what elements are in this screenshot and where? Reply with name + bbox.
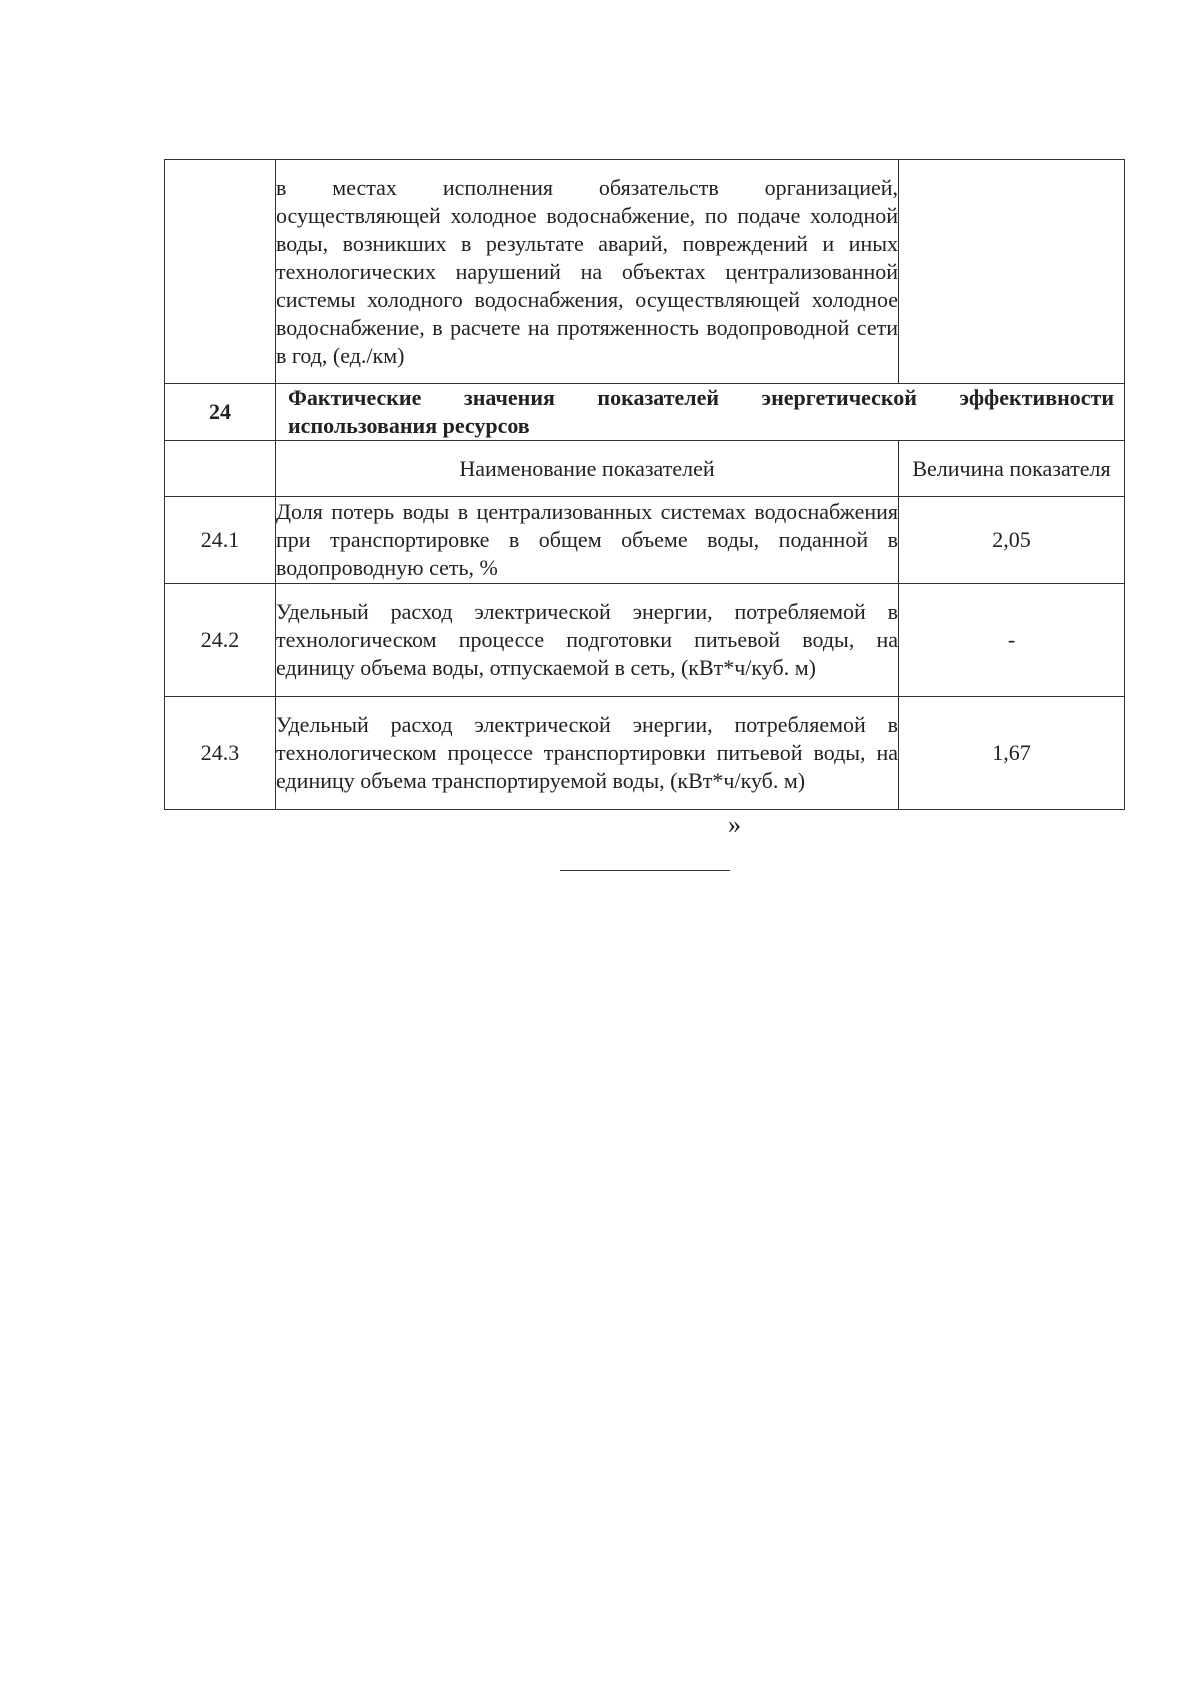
row-text: в местах исполнения обязательств организацией, осуществляющей холодное водоснабжение, по подаче холодной воды, возникших в результате аварий, повреждений и иных технологических нарушений на объектах централизованной системы холодного водоснабжения, осуществляющей холодное водоснабжение, в расчете на протяженность водопроводной сети в год, (ед./км): [276, 160, 899, 384]
row-number: 24.2: [165, 584, 276, 697]
table-row: [165, 697, 1125, 810]
header-value: Величина показателя: [899, 441, 1125, 497]
row-number: 24.1: [165, 497, 276, 584]
row-value: 2,05: [899, 497, 1125, 584]
row-text: Удельный расход электрической энергии, потребляемой в технологическом процессе транспортировки питьевой воды, на единицу объема транспортируемой воды, (кВт*ч/куб. м): [276, 697, 899, 810]
indicators-table: [164, 159, 1125, 810]
column-header-row: [165, 441, 1125, 497]
divider-line: [560, 870, 730, 871]
section-title: Фактические значения показателей энергетической эффективности использования ресурсов: [276, 384, 1125, 441]
table-row: [165, 160, 1125, 384]
closing-quote: »: [728, 810, 741, 839]
table-row: [165, 584, 1125, 697]
table-row: [165, 497, 1125, 584]
row-text: Доля потерь воды в централизованных системах водоснабжения при транспортировке в общем объеме воды, поданной в водопроводную сеть, %: [276, 497, 899, 584]
row-value: -: [899, 584, 1125, 697]
header-name: Наименование показателей: [276, 441, 899, 497]
row-number: 24.3: [165, 697, 276, 810]
section-number: 24: [165, 384, 276, 441]
section-row: [165, 384, 1125, 441]
header-blank: [165, 441, 276, 497]
row-value: [899, 160, 1125, 384]
row-value: 1,67: [899, 697, 1125, 810]
row-text: Удельный расход электрической энергии, потребляемой в технологическом процессе подготовки питьевой воды, на единицу объема воды, отпускаемой в сеть, (кВт*ч/куб. м): [276, 584, 899, 697]
row-number: [165, 160, 276, 384]
